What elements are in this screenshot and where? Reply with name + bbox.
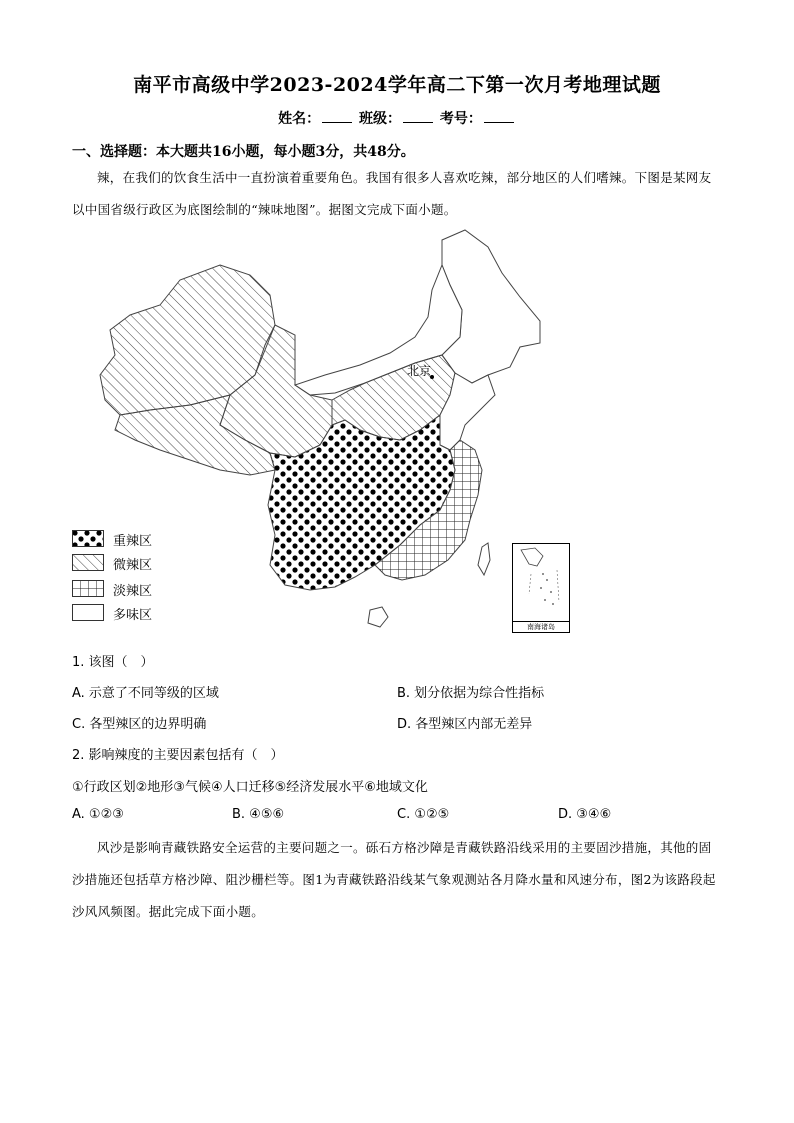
q2-option-d[interactable]: D. ③④⑥ xyxy=(558,807,612,822)
question-1-stem: 1. 该图（ ） xyxy=(72,655,154,670)
q1-option-c[interactable]: C. 各型辣区的边界明确 xyxy=(72,717,207,732)
legend-grid-swatch xyxy=(72,580,104,597)
name-blank[interactable] xyxy=(322,110,352,123)
class-blank[interactable] xyxy=(403,110,433,123)
legend-mild-label: 微辣区 xyxy=(113,558,153,573)
legend-dots-swatch xyxy=(72,530,104,547)
legend-multi xyxy=(72,604,192,624)
inset-label: 南海诸岛 xyxy=(513,621,569,632)
legend-hatch-swatch xyxy=(72,554,104,571)
passage-railway: 风沙是影响青藏铁路安全运营的主要问题之一。砾石方格沙障是青藏铁路沿线采用的主要固沙措施，其他的固沙措施还包括草方格沙障、阻沙栅栏等。图1为青藏铁路沿线某气象观测站各月降水量和风速分布，图2为该路段起沙风风频图。据此完成下面小题。 xyxy=(72,840,716,919)
exam-no-blank[interactable] xyxy=(484,110,514,123)
legend-multi-label: 多味区 xyxy=(113,608,153,623)
class-label: 班级： xyxy=(359,111,401,127)
question-2-substem: ①行政区划②地形③气候④人口迁移⑤经济发展水平⑥地域文化 xyxy=(72,780,428,795)
q2-option-c[interactable]: C. ①②⑤ xyxy=(397,807,450,822)
q2-option-b[interactable]: B. ④⑤⑥ xyxy=(232,807,285,822)
student-info-line xyxy=(0,108,794,128)
legend-heavy-label: 重辣区 xyxy=(113,534,153,549)
question-2-stem: 2. 影响辣度的主要因素包括有（ ） xyxy=(72,748,284,763)
legend-mild xyxy=(72,554,192,574)
q1-option-d[interactable]: D. 各型辣区内部无差异 xyxy=(397,717,533,732)
name-label: 姓名： xyxy=(278,111,321,127)
section-heading: 一、选择题：本大题共16小题，每小题3分，共48分。 xyxy=(72,144,415,160)
q1-option-a[interactable]: A. 示意了不同等级的区域 xyxy=(72,686,219,701)
inset-map xyxy=(513,544,569,618)
spicy-map xyxy=(70,225,570,640)
q1-option-b[interactable]: B. 划分依据为综合性指标 xyxy=(397,686,545,701)
legend-heavy xyxy=(72,530,192,550)
exam-no-label: 考号： xyxy=(439,111,482,127)
legend-light-label: 淡辣区 xyxy=(113,584,153,599)
passage-spicy: 辣，在我们的饮食生活中一直扮演着重要角色。我国有很多人喜欢吃辣，部分地区的人们嗜辣。下图是某网友以中国省级行政区为底图绘制的“辣味地图”。据图文完成下面小题。 xyxy=(72,170,712,217)
legend-blank-swatch xyxy=(72,604,104,621)
south-china-sea-inset xyxy=(512,543,570,633)
exam-title: 南平市高级中学2023-2024学年高二下第一次月考地理试题 xyxy=(133,74,661,96)
legend-light xyxy=(72,580,192,600)
beijing-label: 北京 xyxy=(407,364,432,378)
region-taiwan xyxy=(478,543,490,575)
region-hainan xyxy=(368,607,388,627)
q2-option-a[interactable]: A. ①②③ xyxy=(72,807,124,822)
